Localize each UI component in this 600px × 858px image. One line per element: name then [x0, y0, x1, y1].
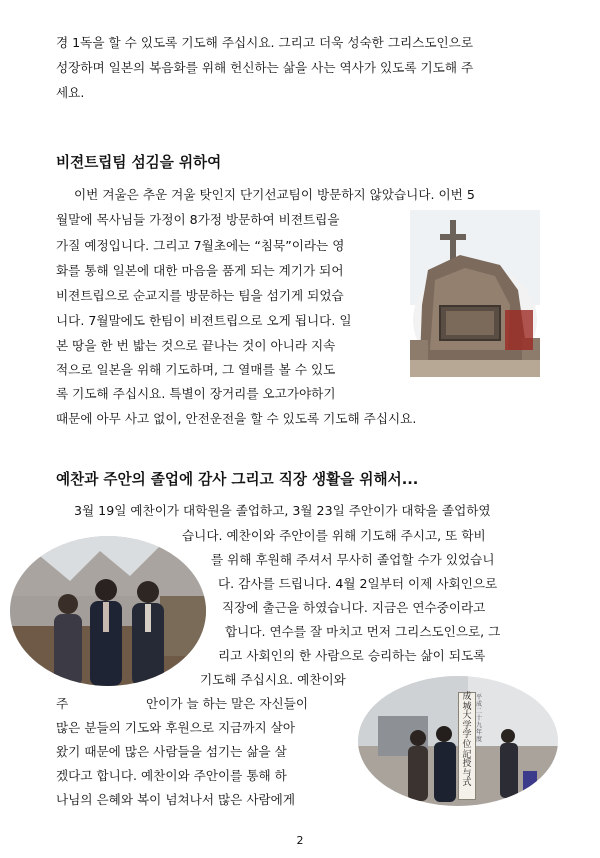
section2-line: 나님의 은혜와 복이 넘쳐나서 많은 사람에게: [56, 792, 295, 807]
section1-line: 이번 겨울은 추운 겨울 탓인지 단기선교팀이 방문하지 않았습니다. 이번 5: [74, 187, 475, 202]
section2-line: 3월 19일 예찬이가 대학원을 졸업하고, 3월 23일 주안이가 대학을 졸업하였: [74, 503, 491, 518]
section1-line: 때문에 아무 사고 없이, 안전운전을 할 수 있도록 기도해 주십시요.: [56, 411, 417, 426]
section2-line: 기도해 주십시요. 예찬이와: [200, 672, 346, 687]
section1-line: 월말에 목사님들 가정이 8가정 방문하여 비젼트립을: [56, 212, 340, 227]
section2-heading: 예찬과 주안의 졸업에 감사 그리고 직장 생활을 위해서...: [56, 471, 419, 488]
section1-heading: 비젼트립팀 섬김을 위하여: [56, 154, 222, 171]
ceremony-sign-small: 平成二十九年度: [476, 694, 483, 743]
section2-line: 주: [56, 696, 69, 711]
monument-illustration: [410, 210, 540, 377]
section1-line: 니다. 7월말에도 한팀이 비젼트립으로 오게 됩니다. 일: [56, 313, 352, 328]
section2-line: 를 위해 후원해 주셔서 무사히 졸업할 수가 있었습니: [211, 552, 495, 567]
section2-line: 합니다. 연수를 잘 마치고 먼저 그리스도인으로, 그: [225, 624, 501, 639]
section1-line: 적으로 일본을 위해 기도하며, 그 열매를 볼 수 있도: [56, 362, 336, 377]
section1-line: 가질 예정입니다. 그리고 7월초에는 “침묵”이라는 영: [56, 238, 345, 253]
section2-line: 왔기 때문에 많은 사람들을 섬기는 삶을 살: [56, 744, 287, 759]
section2-line: 안이가 늘 하는 말은 자신들이: [146, 696, 308, 711]
page-number: 2: [296, 834, 304, 847]
section2-line: 많은 분들의 기도와 후원으로 지금까지 살아: [56, 720, 295, 735]
section1-line: 화를 통해 일본에 대한 마음을 품게 되는 계기가 되어: [56, 263, 344, 278]
section2-line: 다. 감사를 드립니다. 4월 2일부터 이제 사회인으로: [218, 576, 498, 591]
family-photo-illustration: [10, 536, 206, 686]
section1-line: 록 기도해 주십시요. 특별이 장거리를 오고가야하기: [56, 386, 336, 401]
intro-line-2: 성장하며 일본의 복음화를 위해 헌신하는 삶을 사는 역사가 있도록 기도해 주: [56, 60, 474, 75]
ceremony-sign: 成城大学学位記授与式: [458, 692, 476, 800]
intro-line-3: 세요.: [56, 85, 85, 100]
section1-line: 비젼트립으로 순교지를 방문하는 팀을 섬기게 되었습: [56, 288, 344, 303]
monument-photo: [410, 210, 540, 377]
section2-line: 직장에 출근을 하였습니다. 지금은 연수중이라고: [222, 600, 486, 615]
ceremony-photo: [358, 676, 558, 806]
section2-line: 습니다. 예찬이와 주안이를 위해 기도해 주시고, 또 학비: [182, 528, 486, 543]
intro-line-1: 경 1독을 할 수 있도록 기도해 주십시요. 그리고 더욱 성숙한 그리스도인으로: [56, 35, 474, 50]
family-graduation-photo: [10, 536, 206, 686]
section2-line: 리고 사회인의 한 사람으로 승리하는 삶이 되도록: [218, 648, 486, 663]
section2-line: 겠다고 합니다. 예찬이와 주안이를 통해 하: [56, 768, 287, 783]
section1-line: 본 땅을 한 번 밟는 것으로 끝나는 것이 아니라 지속: [56, 338, 336, 353]
